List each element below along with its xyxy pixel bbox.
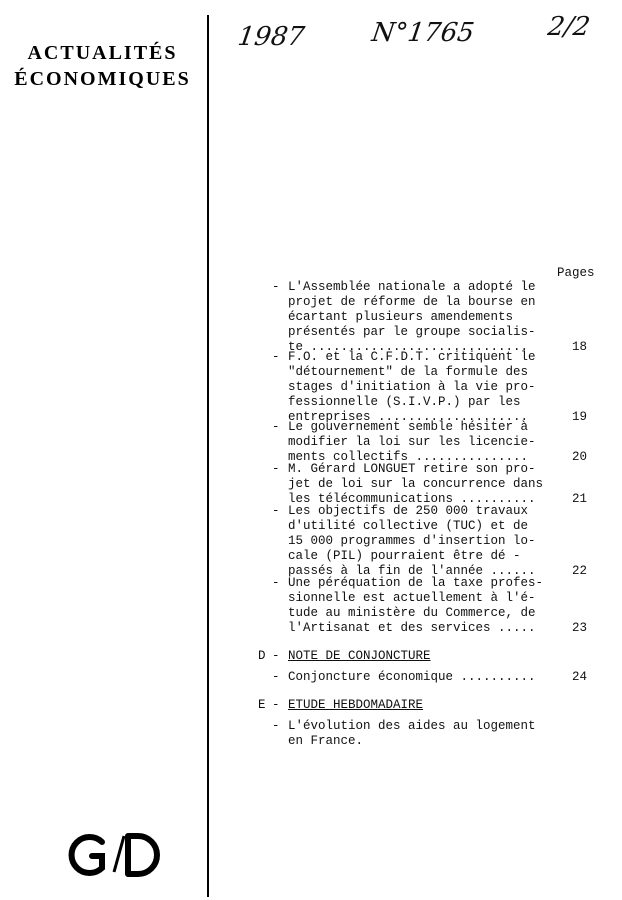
section-title: NOTE DE CONJONCTURE: [288, 649, 431, 663]
page-number: 21: [572, 492, 588, 506]
item-dash: -: [272, 462, 280, 476]
handwritten-year: 1987: [235, 22, 307, 52]
item-dash: -: [272, 576, 280, 590]
item-text: Une péréquation de la taxe profes- sionnelle est actuellement à l'é- tude au ministère du Commerce, de l'Artisanat et des services .....: [288, 576, 544, 635]
item-dash: -: [272, 670, 280, 684]
page-number: 23: [572, 621, 588, 635]
section-dash: -: [272, 698, 280, 712]
handwritten-part: 2/2: [545, 12, 592, 42]
section-title: ETUDE HEBDOMADAIRE: [288, 698, 424, 712]
vertical-rule: [207, 15, 209, 897]
page-number: 22: [572, 564, 588, 578]
masthead-line-2: ÉCONOMIQUES: [14, 68, 191, 90]
item-dash: -: [272, 280, 280, 294]
item-text: L'Assemblée nationale a adopté le projet de réforme de la bourse en écartant plusieurs amendements présentés par le groupe socialis- te .............................: [288, 280, 536, 354]
item-text: L'évolution des aides au logement en France.: [288, 719, 536, 748]
masthead: [0, 40, 205, 92]
page-number: 18: [572, 340, 588, 354]
section-letter: D: [258, 649, 266, 663]
item-text: Les objectifs de 250 000 travaux d'utilité collective (TUC) et de 15 000 programmes d'insertion lo- cale (PIL) pourraient être dé - passés à la fin de l'année ......: [288, 504, 536, 578]
page-number: 20: [572, 450, 588, 464]
item-text: M. Gérard LONGUET retire son pro- jet de loi sur la concurrence dans les télécommunications ..........: [288, 462, 544, 506]
gd-logo: [62, 830, 172, 880]
item-text: F.O. et la C.F.D.T. critiquent le "détournement" de la formule des stages d'initiation à la vie pro- fessionnelle (S.I.V.P.) par les entreprises ....................: [288, 350, 536, 424]
pages-header: Pages: [557, 266, 595, 280]
item-dash: -: [272, 504, 280, 518]
section-dash: -: [272, 649, 280, 663]
masthead-line-1: ACTUALITÉS: [27, 42, 178, 64]
item-dash: -: [272, 350, 280, 364]
item-text: Conjoncture économique ..........: [288, 670, 536, 684]
page-number: 24: [572, 670, 588, 684]
section-letter: E: [258, 698, 266, 712]
page-number: 19: [572, 410, 588, 424]
handwritten-number: N°1765: [369, 18, 477, 48]
item-dash: -: [272, 719, 280, 733]
item-dash: -: [272, 420, 280, 434]
item-text: Le gouvernement semble hésiter à modifier la loi sur les licencie- ments collectifs ...............: [288, 420, 536, 464]
